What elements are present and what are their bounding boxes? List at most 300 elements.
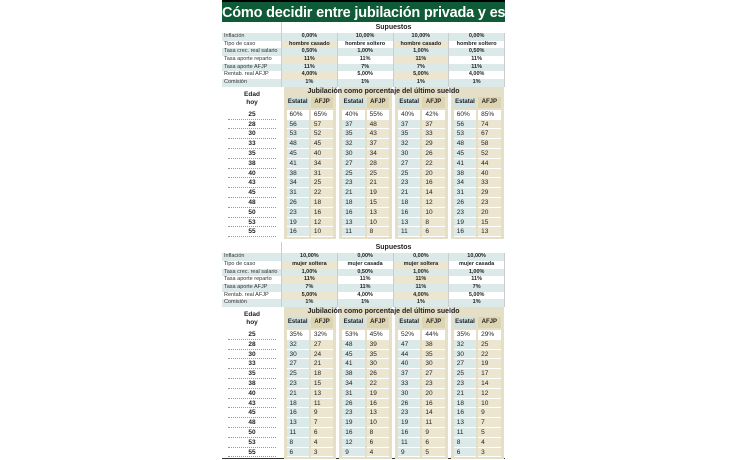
afjp-value: 42% [422,110,444,120]
assumption-value: 11% [449,56,505,64]
afjp-column-header: AFJP [311,97,333,108]
estatal-value: 6 [454,448,476,458]
afjp-value: 19 [478,359,500,369]
scenario-results [339,307,392,459]
assumption-label: Tasa aporte reparto [222,276,282,284]
estatal-value: 11 [287,428,309,438]
afjp-value: 55% [367,110,389,120]
assumption-value: 11% [338,276,394,284]
age-value: 28 [228,340,276,350]
estatal-value: 8 [287,438,309,448]
afjp-value: 10 [422,208,444,218]
estatal-value: 16 [287,227,309,237]
afjp-value: 85% [478,110,500,120]
estatal-value: 8 [454,438,476,448]
afjp-value: 29 [478,188,500,198]
afjp-value: 7 [311,418,333,428]
afjp-value: 44 [478,159,500,169]
assumption-label: Tipo de caso [222,41,282,49]
estatal-value: 30 [398,149,420,159]
afjp-value: 26 [422,149,444,159]
afjp-value: 22 [311,188,333,198]
estatal-value: 23 [454,379,476,389]
assumption-label: Comisión [222,299,282,307]
assumption-value: 5,00% [338,71,394,79]
assumption-value: hombre soltero [338,41,394,49]
estatal-value: 21 [454,389,476,399]
estatal-value: 13 [398,218,420,228]
afjp-value: 43 [367,129,389,139]
afjp-value: 24 [311,350,333,360]
assumption-label: Tipo de caso [222,261,282,269]
afjp-value: 28 [367,159,389,169]
assumption-value: 11% [338,56,394,64]
afjp-value: 8 [422,218,444,228]
afjp-value: 31 [311,169,333,179]
scenario-column [338,307,394,459]
assumption-label: Tasa crec. real salario [222,48,282,56]
afjp-value: 13 [367,208,389,218]
estatal-value: 35% [287,330,309,340]
estatal-value: 31 [342,389,364,399]
estatal-value: 18 [287,399,309,409]
assumption-value: 1% [394,299,450,307]
assumption-value: 4,00% [338,292,394,300]
supuestos-header-row [222,22,505,33]
afjp-value: 20 [422,389,444,399]
edad-label: Edad [244,310,260,318]
age-value: 25 [228,330,276,340]
estatal-value: 37 [398,369,420,379]
estatal-value: 38 [454,169,476,179]
estatal-value: 40% [398,110,420,120]
afjp-value: 12 [311,218,333,228]
estatal-value: 21 [287,389,309,399]
afjp-value: 27 [422,369,444,379]
afjp-value: 21 [311,359,333,369]
afjp-value: 34 [311,159,333,169]
estatal-value: 27 [454,359,476,369]
estatal-value: 23 [342,408,364,418]
scenario-column [449,87,505,239]
estatal-value: 16 [342,428,364,438]
estatal-value: 18 [398,198,420,208]
estatal-value: 60% [454,110,476,120]
age-value: 35 [228,149,276,159]
afjp-column-header: AFJP [311,317,333,328]
estatal-value: 13 [287,418,309,428]
afjp-value: 4 [367,448,389,458]
assumption-value: 1% [394,79,450,87]
afjp-column-header: AFJP [422,317,444,328]
infographic-title: Cómo decidir entre jubilación privada y estatal [222,0,505,22]
estatal-column-header: Estatal [287,97,309,108]
estatal-value: 18 [454,399,476,409]
afjp-value: 4 [478,438,500,448]
estatal-value: 25 [398,169,420,179]
assumption-value: mujer soltera [394,261,450,269]
estatal-value: 16 [398,428,420,438]
estatal-value: 41 [342,359,364,369]
afjp-value: 35 [367,350,389,360]
assumption-value: 11% [282,64,338,72]
estatal-value: 25 [342,169,364,179]
assumption-value: 11% [282,56,338,64]
age-value: 30 [228,350,276,360]
assumption-value: 10,00% [338,33,394,41]
estatal-value: 18 [342,198,364,208]
afjp-value: 12 [422,198,444,208]
estatal-value: 21 [342,188,364,198]
age-value: 40 [228,389,276,399]
edad-label: Edad [244,90,260,98]
afjp-value: 11 [311,399,333,409]
assumption-value: 11% [449,64,505,72]
afjp-value: 12 [478,389,500,399]
scenario-column [282,307,338,459]
age-value: 43 [228,178,276,188]
assumption-value: 11% [394,56,450,64]
assumption-value: 4,00% [282,71,338,79]
estatal-column-header: Estatal [454,97,476,108]
assumption-value: 1% [338,79,394,87]
hoy-label: hoy [246,318,258,326]
estatal-value: 34 [287,178,309,188]
afjp-value: 52 [478,149,500,159]
estatal-value: 40 [398,359,420,369]
retirement-comparison-infographic [222,0,535,459]
estatal-value: 16 [342,208,364,218]
age-value: 53 [228,438,276,448]
afjp-value: 7 [478,418,500,428]
assumption-value: 7% [394,64,450,72]
afjp-value: 9 [478,408,500,418]
assumption-label: Tasa aporte reparto [222,56,282,64]
scenario-results [395,87,448,239]
assumption-value: 4,00% [394,292,450,300]
results-grid [222,307,505,459]
assumption-value: 5,00% [449,292,505,300]
afjp-value: 37 [367,139,389,149]
afjp-value: 52 [311,129,333,139]
estatal-value: 60% [287,110,309,120]
estatal-value: 16 [287,408,309,418]
afjp-value: 5 [422,448,444,458]
estatal-value: 11 [398,438,420,448]
age-column [222,307,282,459]
afjp-value: 37 [422,120,444,130]
afjp-value: 29% [478,330,500,340]
afjp-value: 10 [367,218,389,228]
age-value: 38 [228,379,276,389]
afjp-value: 20 [422,169,444,179]
afjp-value: 32% [311,330,333,340]
age-value: 55 [228,448,276,458]
age-value: 33 [228,139,276,149]
estatal-value: 19 [342,418,364,428]
estatal-value: 27 [287,359,309,369]
afjp-value: 5 [478,428,500,438]
afjp-value: 38 [422,340,444,350]
afjp-column-header: AFJP [367,97,389,108]
assumption-value: mujer soltera [282,261,338,269]
scenario-column [394,307,450,459]
assumption-label: Inflación [222,253,282,261]
assumption-value: 5,00% [282,292,338,300]
estatal-value: 12 [342,438,364,448]
afjp-column-header: AFJP [422,97,444,108]
estatal-value: 23 [287,379,309,389]
assumption-row [222,292,505,300]
estatal-value: 6 [287,448,309,458]
afjp-value: 74 [478,120,500,130]
afjp-value: 3 [478,448,500,458]
estatal-value: 21 [398,188,420,198]
estatal-value: 25 [454,369,476,379]
supuestos-header-row [222,242,505,253]
estatal-value: 26 [454,198,476,208]
afjp-value: 22 [478,350,500,360]
assumption-value: 1,00% [394,269,450,277]
assumption-row [222,48,505,56]
estatal-column-header: Estatal [342,97,364,108]
afjp-value: 16 [311,208,333,218]
assumption-value: 11% [282,276,338,284]
estatal-value: 56 [287,120,309,130]
jubilacion-heading: Jubilación como porcentaje del último sueldo [307,307,460,315]
estatal-value: 47 [398,340,420,350]
assumption-value: 11% [338,284,394,292]
supuestos-heading: Supuestos [375,244,412,252]
assumption-value: 7% [449,284,505,292]
estatal-value: 26 [342,399,364,409]
estatal-value: 48 [454,139,476,149]
assumption-value: 0,00% [338,253,394,261]
afjp-value: 14 [478,379,500,389]
estatal-value: 35% [454,330,476,340]
afjp-value: 19 [367,188,389,198]
estatal-value: 31 [287,188,309,198]
afjp-value: 20 [478,208,500,218]
age-value: 28 [228,120,276,130]
assumption-value: 7% [282,284,338,292]
estatal-value: 38 [287,169,309,179]
assumption-value: 1,00% [282,269,338,277]
assumption-value: 1% [282,299,338,307]
assumption-value: 0,00% [394,253,450,261]
assumption-label: Tasa aporte AFJP [222,284,282,292]
age-value: 48 [228,418,276,428]
estatal-value: 32 [287,340,309,350]
afjp-value: 9 [311,408,333,418]
estatal-value: 11 [454,428,476,438]
afjp-value: 26 [367,369,389,379]
supuestos-heading: Supuestos [375,24,412,31]
afjp-value: 13 [367,408,389,418]
estatal-value: 53 [454,129,476,139]
afjp-value: 15 [367,198,389,208]
afjp-column-header: AFJP [478,97,500,108]
estatal-value: 26 [287,198,309,208]
estatal-value: 45 [287,149,309,159]
assumption-value: 1% [338,299,394,307]
afjp-value: 15 [311,379,333,389]
scenario-column [449,307,505,459]
estatal-value: 45 [454,149,476,159]
estatal-value: 40% [342,110,364,120]
age-value: 33 [228,359,276,369]
results-grid [222,87,505,239]
afjp-value: 10 [311,227,333,237]
estatal-value: 32 [454,340,476,350]
afjp-value: 44% [422,330,444,340]
assumption-row [222,253,505,261]
afjp-value: 9 [422,428,444,438]
afjp-value: 25 [478,340,500,350]
afjp-value: 13 [478,227,500,237]
assumption-value: 1,00% [338,48,394,56]
afjp-value: 14 [422,408,444,418]
age-value: 48 [228,198,276,208]
scenario-column [282,87,338,239]
assumption-value: 1% [449,79,505,87]
afjp-value: 6 [422,438,444,448]
assumption-value: 7% [338,64,394,72]
afjp-value: 40 [478,169,500,179]
estatal-value: 30 [342,149,364,159]
estatal-value: 53 [287,129,309,139]
estatal-value: 19 [398,418,420,428]
assumption-value: mujer casada [338,261,394,269]
assumption-value: 0,50% [449,48,505,56]
afjp-value: 6 [311,428,333,438]
afjp-value: 25 [367,169,389,179]
estatal-value: 13 [454,418,476,428]
assumption-value: 5,00% [394,71,450,79]
assumption-value: hombre soltero [449,41,505,49]
scenario-column [338,87,394,239]
assumption-value: 1% [282,79,338,87]
hoy-label: hoy [246,98,258,106]
assumption-value: 10,00% [449,253,505,261]
afjp-value: 48 [367,120,389,130]
assumption-label: Comisión [222,79,282,87]
estatal-value: 34 [342,379,364,389]
estatal-value: 9 [342,448,364,458]
estatal-value: 37 [342,120,364,130]
estatal-column-header: Estatal [342,317,364,328]
age-value: 45 [228,188,276,198]
scenario-results [451,307,504,459]
scenario-results [339,87,392,239]
afjp-value: 58 [478,139,500,149]
estatal-value: 11 [342,227,364,237]
afjp-value: 6 [422,227,444,237]
age-value: 45 [228,408,276,418]
age-value: 53 [228,218,276,228]
afjp-value: 39 [367,340,389,350]
afjp-value: 10 [478,399,500,409]
afjp-value: 18 [311,369,333,379]
assumption-label: Rentab. real AFJP [222,292,282,300]
estatal-value: 32 [398,139,420,149]
estatal-value: 27 [398,159,420,169]
assumption-value: 11% [394,284,450,292]
afjp-value: 34 [367,149,389,159]
scenario-section [222,242,505,459]
estatal-value: 30 [287,350,309,360]
age-value: 40 [228,169,276,179]
results-area [222,307,505,459]
estatal-value: 27 [342,159,364,169]
assumption-value: 1% [449,299,505,307]
assumption-value: 0,00% [449,33,505,41]
afjp-value: 6 [367,438,389,448]
estatal-value: 16 [454,408,476,418]
afjp-value: 27 [311,340,333,350]
afjp-value: 22 [422,159,444,169]
assumption-row [222,41,505,49]
assumption-row [222,56,505,64]
estatal-value: 48 [342,340,364,350]
afjp-column-header: AFJP [478,317,500,328]
age-value: 38 [228,159,276,169]
estatal-value: 56 [454,120,476,130]
afjp-value: 45% [367,330,389,340]
assumption-row [222,71,505,79]
estatal-value: 31 [454,188,476,198]
assumption-row [222,284,505,292]
assumption-label: Rentab. real AFJP [222,71,282,79]
estatal-value: 11 [398,227,420,237]
estatal-value: 19 [287,218,309,228]
assumption-value: 4,00% [449,71,505,79]
estatal-value: 37 [398,120,420,130]
age-column [222,87,282,239]
estatal-value: 33 [398,379,420,389]
estatal-value: 45 [342,350,364,360]
estatal-value: 41 [287,159,309,169]
afjp-value: 16 [422,178,444,188]
assumption-row [222,64,505,72]
estatal-value: 16 [454,227,476,237]
assumption-value: 11% [449,276,505,284]
afjp-value: 65% [311,110,333,120]
estatal-value: 32 [342,139,364,149]
afjp-value: 57 [311,120,333,130]
estatal-value: 23 [342,178,364,188]
assumption-row [222,79,505,87]
estatal-value: 34 [454,178,476,188]
estatal-value: 23 [398,178,420,188]
assumption-value: 10,00% [282,253,338,261]
estatal-column-header: Estatal [454,317,476,328]
afjp-value: 22 [367,379,389,389]
assumption-value: 1,00% [394,48,450,56]
afjp-value: 8 [367,227,389,237]
assumption-value: mujer casada [449,261,505,269]
jubilacion-heading: Jubilación como porcentaje del último sueldo [307,87,460,95]
header-spacer [222,242,282,253]
assumption-label: Inflación [222,33,282,41]
estatal-value: 13 [342,218,364,228]
afjp-value: 30 [422,359,444,369]
afjp-value: 35 [422,350,444,360]
estatal-column-header: Estatal [398,317,420,328]
afjp-value: 16 [367,399,389,409]
header-spacer [222,22,282,33]
estatal-column-header: Estatal [287,317,309,328]
